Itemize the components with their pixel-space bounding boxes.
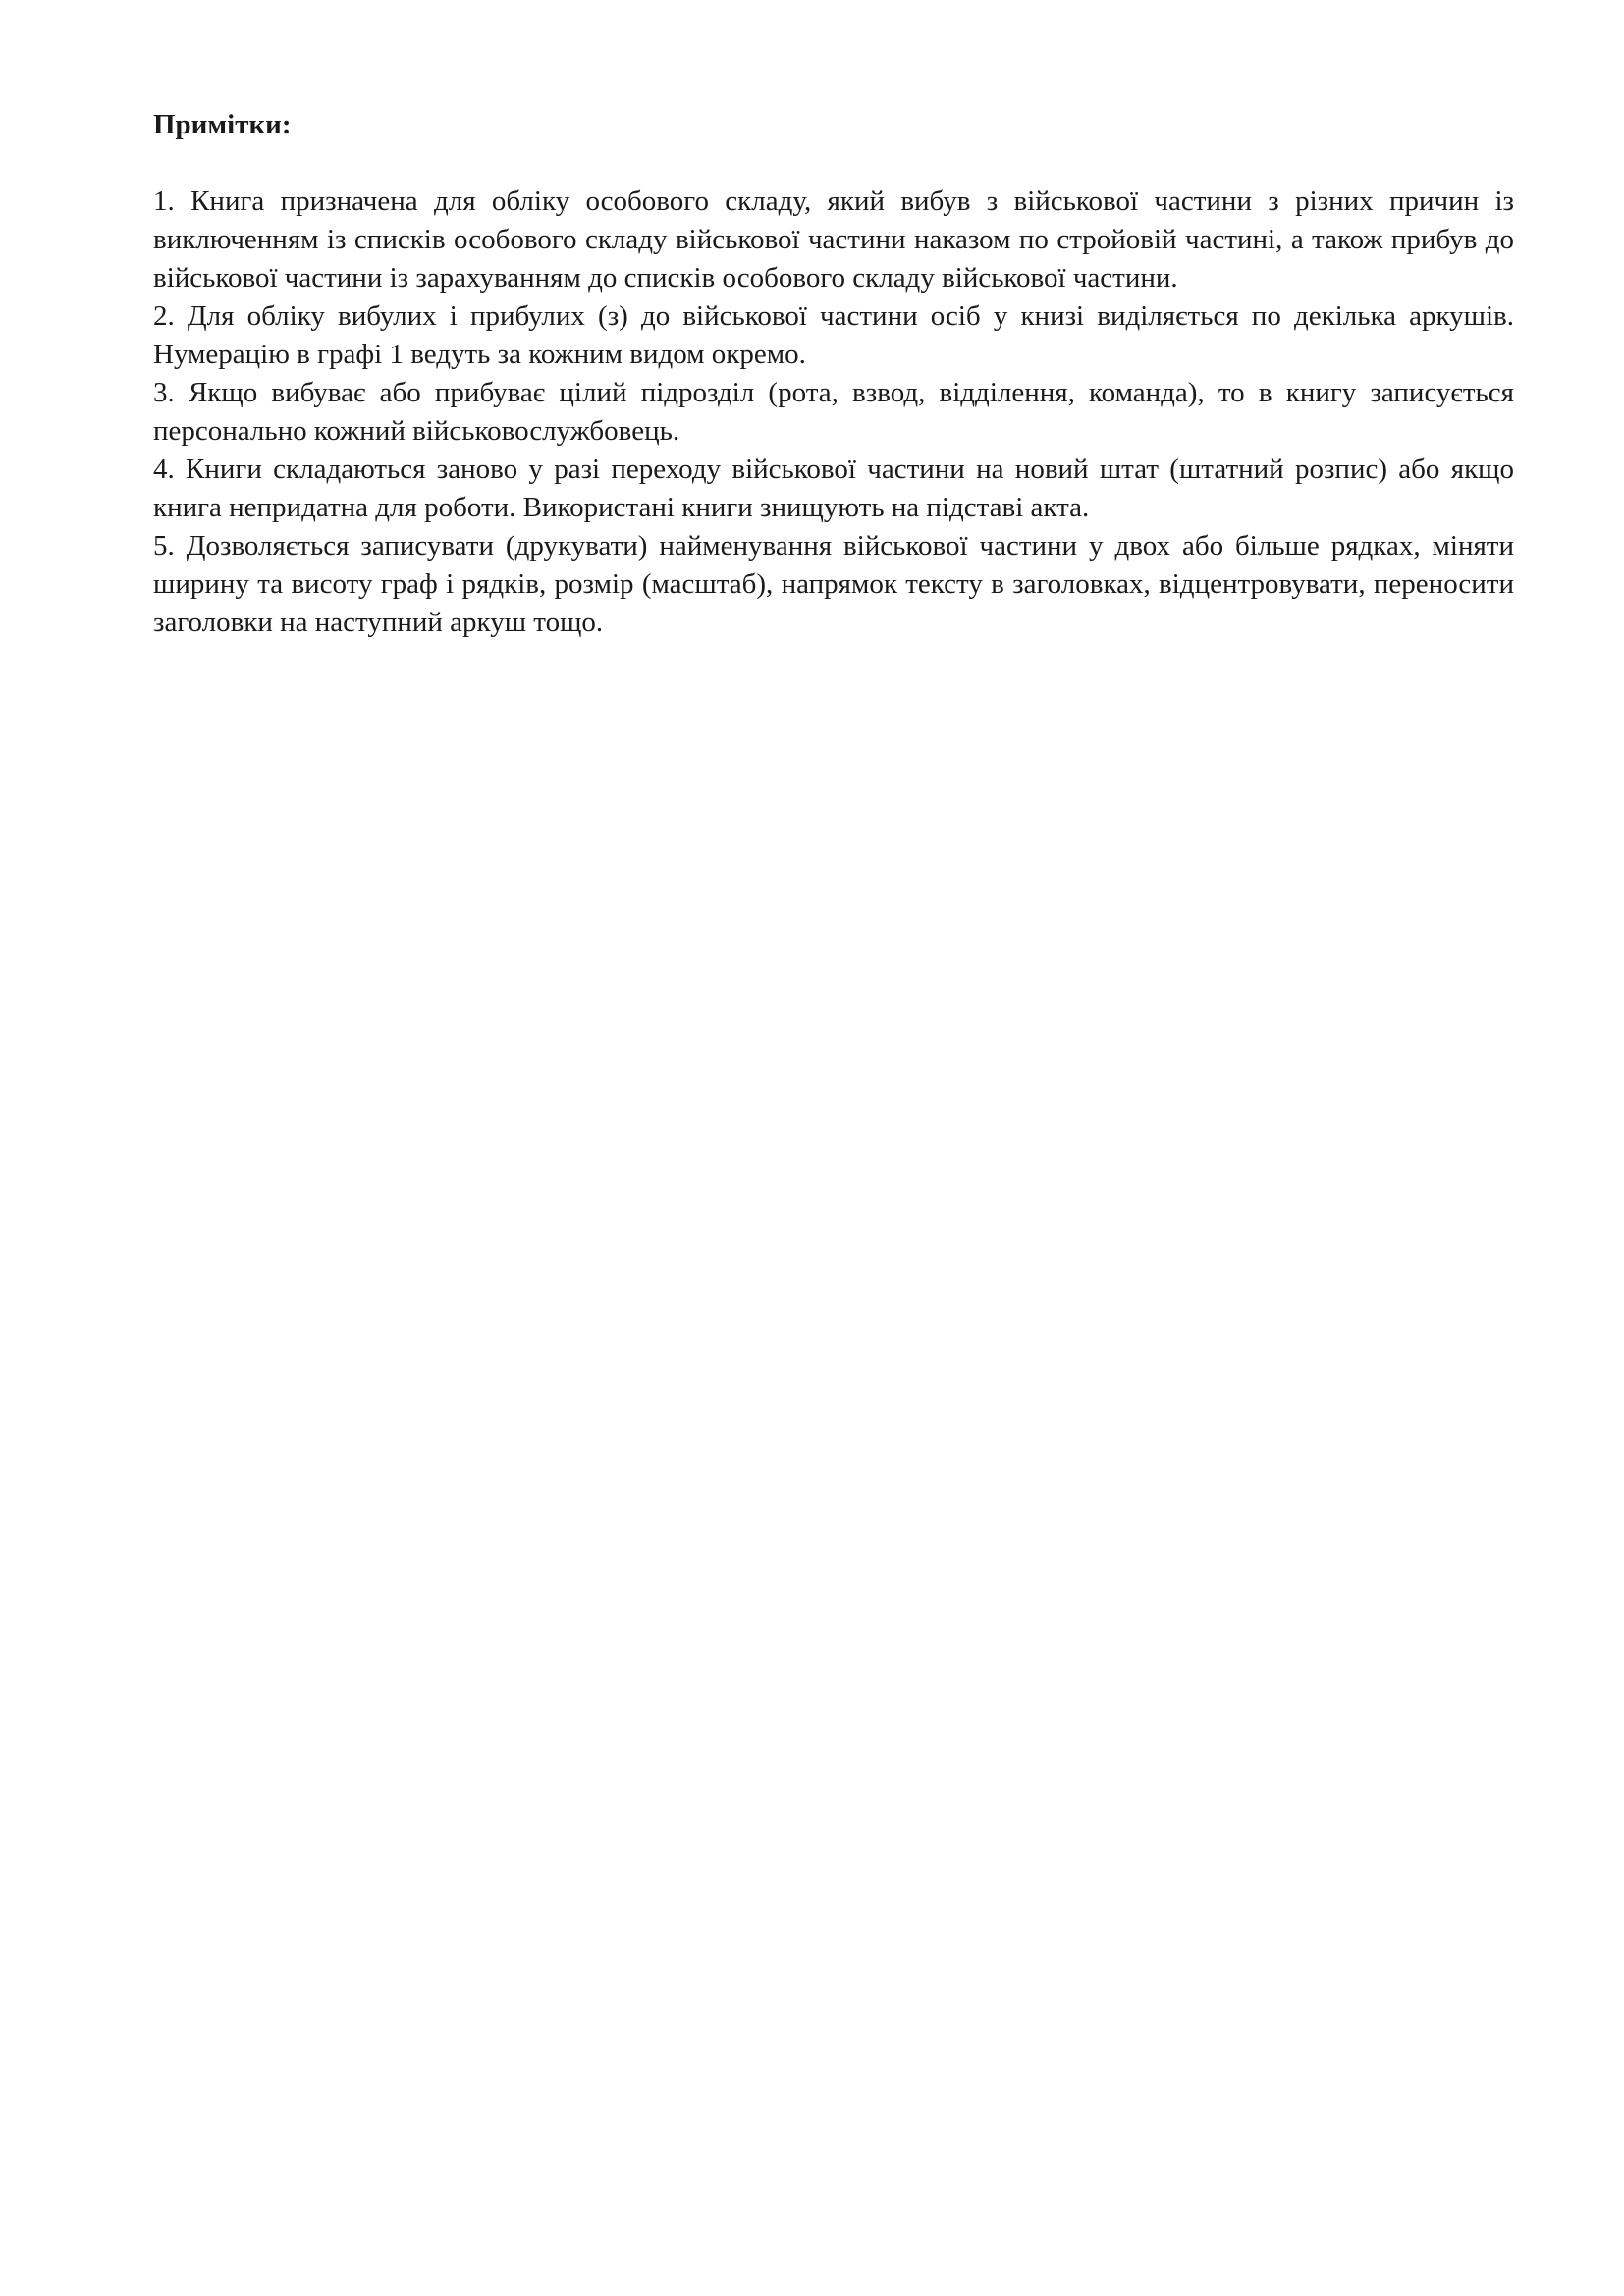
notes-heading: Примітки:: [153, 109, 292, 140]
note-item-3: 3. Якщо вибуває або прибуває цілий підрозділ (рота, взвод, відділення, команда), то в книгу записується персонально кожний військовослужбовець.: [153, 377, 1514, 447]
note-item-1: 1. Книга призначена для обліку особового складу, який вибув з військової частини з різних причин із виключенням із списків особового складу військової частини наказом по стройовій частині, а також прибув до військової частини із зарахуванням до списків особового складу військової частини.: [153, 186, 1514, 294]
note-item-5: 5. Дозволяється записувати (друкувати) найменування військової частини у двох або більше рядках, міняти ширину та висоту граф і рядків, розмір (масштаб), напрямок тексту в заголовках, відцентровувати, переносити заголовки на наступний аркуш тощо.: [153, 530, 1514, 638]
notes-list: [153, 183, 1514, 642]
note-item-2: 2. Для обліку вибулих і прибулих (з) до військової частини осіб у книзі виділяється по декілька аркушів. Нумерацію в графі 1 ведуть за кожним видом окремо.: [153, 300, 1514, 370]
notes-section: [153, 106, 1514, 642]
note-item-4: 4. Книги складаються заново у разі переходу військової частини на новий штат (штатний розпис) або якщо книга непридатна для роботи. Використані книги знищують на підставі акта.: [153, 454, 1514, 523]
